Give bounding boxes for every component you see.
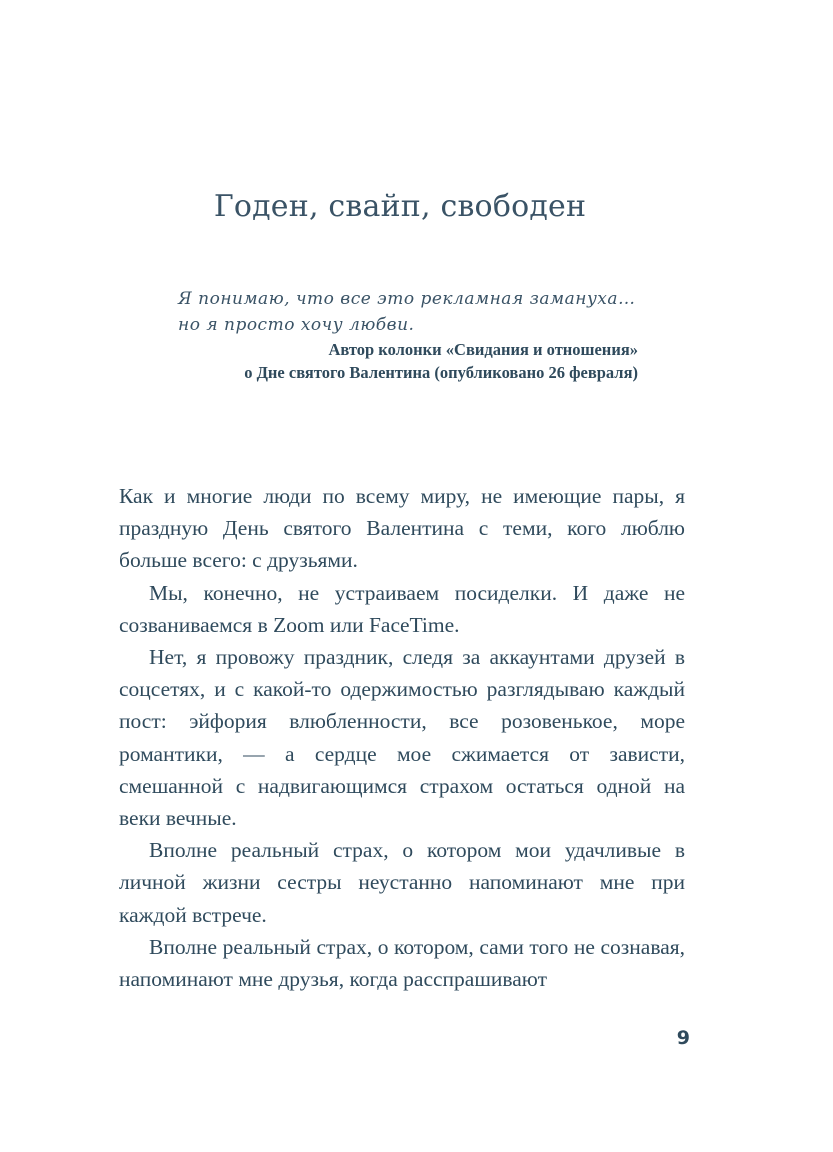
page-number: 9 xyxy=(676,1027,690,1049)
paragraph: Мы, конечно, не устраиваем посиделки. И даже не созваниваемся в Zoom или FaceTime. xyxy=(119,580,685,637)
epigraph-quote-line-1: Я понимаю, что все это рекламная замануха… xyxy=(178,289,636,309)
body-text xyxy=(119,480,685,995)
paragraph: Нет, я провожу праздник, следя за аккаунтами друзей в соцсетях, и с какой-то одержимостью разглядываю каждый пост: эйфория влюбленности, все розовенькое, море романтики, — а сердце мое сжимается от зависти, смешанной с надвигающимся страхом остаться одной на веки вечные. xyxy=(119,645,685,831)
epigraph-attribution xyxy=(178,338,638,384)
chapter-title: Годен, свайп, свободен xyxy=(213,189,587,224)
paragraph: Вполне реальный страх, о котором мои удачливые в личной жизни сестры неустанно напоминают мне при каждой встрече. xyxy=(119,838,685,927)
epigraph-attribution-line-2: о Дне святого Валентина (опубликовано 26 февраля) xyxy=(244,363,638,382)
epigraph xyxy=(178,286,638,384)
epigraph-quote xyxy=(178,286,638,338)
epigraph-quote-line-2: но я просто хочу любви. xyxy=(178,315,415,335)
epigraph-attribution-line-1: Автор колонки «Свидания и отношения» xyxy=(328,340,638,359)
paragraph: Как и многие люди по всему миру, не имеющие пары, я праздную День святого Валентина с теми, кого люблю больше всего: с друзьями. xyxy=(119,484,685,573)
paragraph: Вполне реальный страх, о котором, сами того не сознавая, напоминают мне друзья, когда расспрашивают xyxy=(119,934,685,992)
